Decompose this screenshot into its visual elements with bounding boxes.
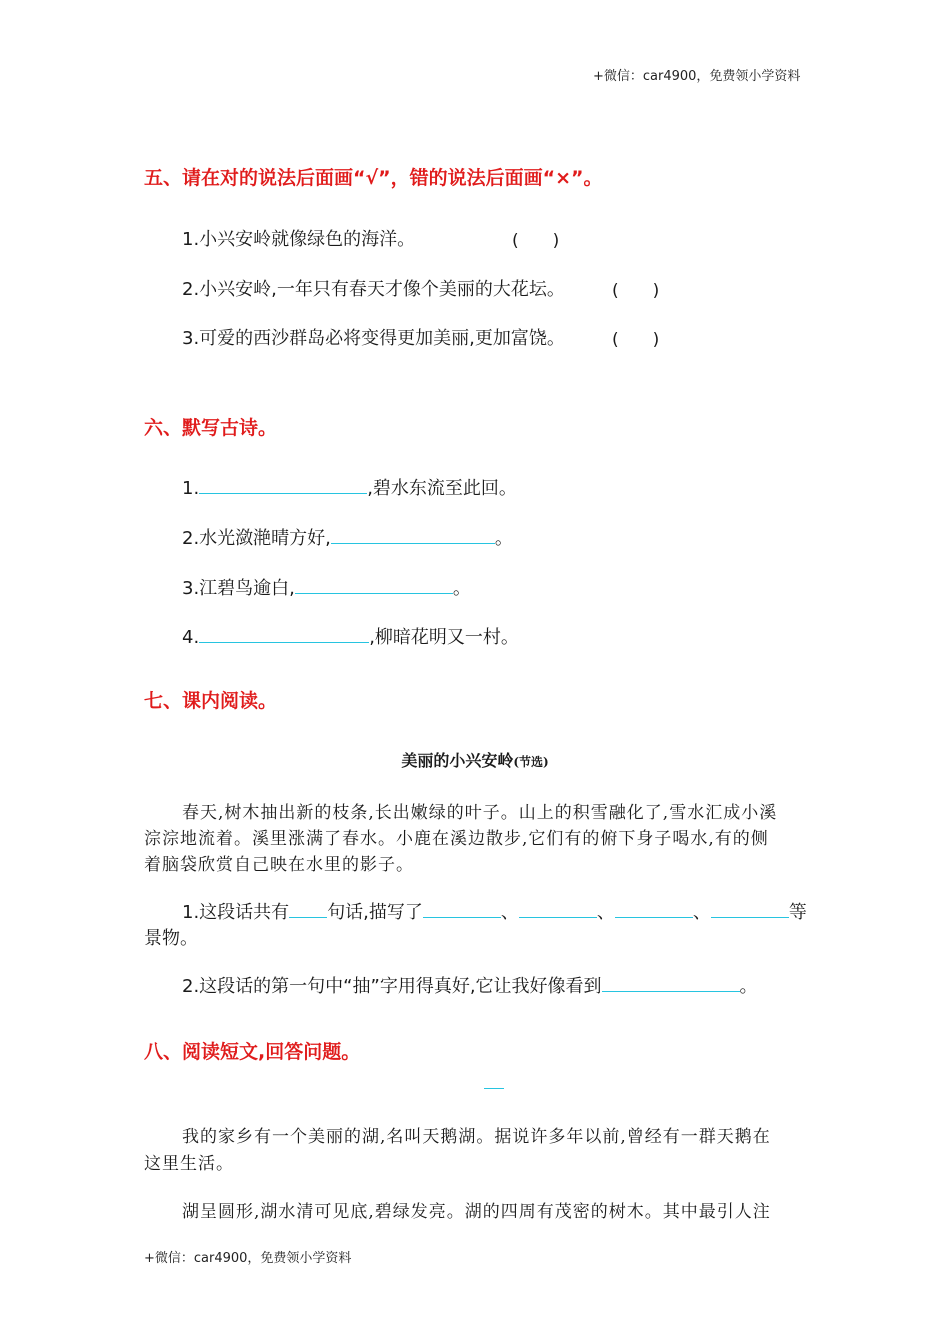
q1-part-c: 等 — [788, 902, 807, 923]
poem-line-2-post: 。 — [494, 528, 513, 549]
q1-blank-count[interactable] — [289, 899, 327, 918]
q1-continuation: 景物。 — [144, 928, 198, 949]
poem-line-4-pre: 4. — [182, 627, 200, 648]
passage-line-2: 淙淙地流着。溪里涨满了春水。小鹿在溪边散步,它们有的俯下身子喝水,有的侧 — [144, 829, 769, 849]
poem-line-3 — [182, 574, 471, 600]
q1-blank-scene-2[interactable] — [519, 899, 597, 918]
watermark-top: +微信：car4900，免费领小学资料 — [593, 69, 801, 84]
q1-part-a: 1.这段话共有 — [182, 902, 290, 923]
article-para1-line1: 我的家乡有一个美丽的湖,名叫天鹅湖。据说许多年以前,曾经有一群天鹅在 — [182, 1127, 771, 1147]
sec5-item-2: 2.小兴安岭,一年只有春天才像个美丽的大花坛。 — [182, 279, 565, 300]
q1-sep-2: 、 — [596, 902, 615, 923]
section6-title: 六、默写古诗。 — [144, 417, 278, 439]
poem-line-3-post: 。 — [452, 578, 471, 599]
passage-line-1: 春天,树木抽出新的枝条,长出嫩绿的叶子。山上的积雪融化了,雪水汇成小溪 — [182, 803, 778, 823]
passage-line-3: 着脑袋欣赏自己映在水里的影子。 — [144, 855, 414, 875]
section8-title: 八、阅读短文,回答问题。 — [144, 1041, 361, 1063]
passage-title — [0, 748, 950, 771]
sec5-answer-2[interactable]: ( ) — [612, 281, 660, 301]
poem-line-3-pre: 3.江碧鸟逾白, — [182, 578, 295, 599]
poem-blank-1[interactable] — [199, 475, 367, 494]
article-title-blank[interactable] — [484, 1088, 504, 1089]
poem-line-4 — [182, 623, 519, 649]
q2-part-a: 2.这段话的第一句中“抽”字用得真好,它让我好像看到 — [182, 976, 602, 997]
q1-part-b: 句话,描写了 — [327, 902, 423, 923]
watermark-bottom: +微信：car4900，免费领小学资料 — [144, 1251, 352, 1266]
section7-title: 七、课内阅读。 — [144, 690, 278, 712]
q2-part-b: 。 — [739, 976, 758, 997]
sec5-item-3: 3.可爱的西沙群岛必将变得更加美丽,更加富饶。 — [182, 328, 565, 349]
q1-blank-scene-3[interactable] — [615, 899, 693, 918]
article-para2-line1: 湖呈圆形,湖水清可见底,碧绿发亮。湖的四周有茂密的树木。其中最引人注 — [182, 1202, 771, 1222]
passage-title-note: (节选) — [513, 755, 549, 769]
passage-title-text: 美丽的小兴安岭 — [401, 751, 514, 770]
poem-line-2 — [182, 524, 513, 550]
poem-line-4-post: ,柳暗花明又一村。 — [369, 627, 519, 648]
section5-title: 五、请在对的说法后面画“√”，错的说法后面画“×”。 — [144, 167, 603, 189]
q1-blank-scene-1[interactable] — [423, 899, 501, 918]
poem-blank-4[interactable] — [199, 624, 369, 643]
q2-blank[interactable] — [602, 973, 740, 992]
poem-line-2-pre: 2.水光潋滟晴方好, — [182, 528, 331, 549]
q1-sep-1: 、 — [500, 902, 519, 923]
q1-sep-3: 、 — [692, 902, 711, 923]
poem-line-1-pre: 1. — [182, 478, 200, 499]
reading-question-1 — [182, 898, 807, 924]
article-para1-line2: 这里生活。 — [144, 1154, 234, 1174]
poem-line-1-post: ,碧水东流至此回。 — [367, 478, 517, 499]
reading-question-2 — [182, 972, 758, 998]
poem-blank-2[interactable] — [331, 525, 495, 544]
poem-blank-3[interactable] — [295, 575, 453, 594]
sec5-answer-3[interactable]: ( ) — [612, 330, 660, 350]
poem-line-1 — [182, 474, 517, 500]
q1-blank-scene-4[interactable] — [711, 899, 789, 918]
sec5-item-1: 1.小兴安岭就像绿色的海洋。 — [182, 229, 416, 250]
sec5-answer-1[interactable]: ( ) — [512, 231, 560, 251]
